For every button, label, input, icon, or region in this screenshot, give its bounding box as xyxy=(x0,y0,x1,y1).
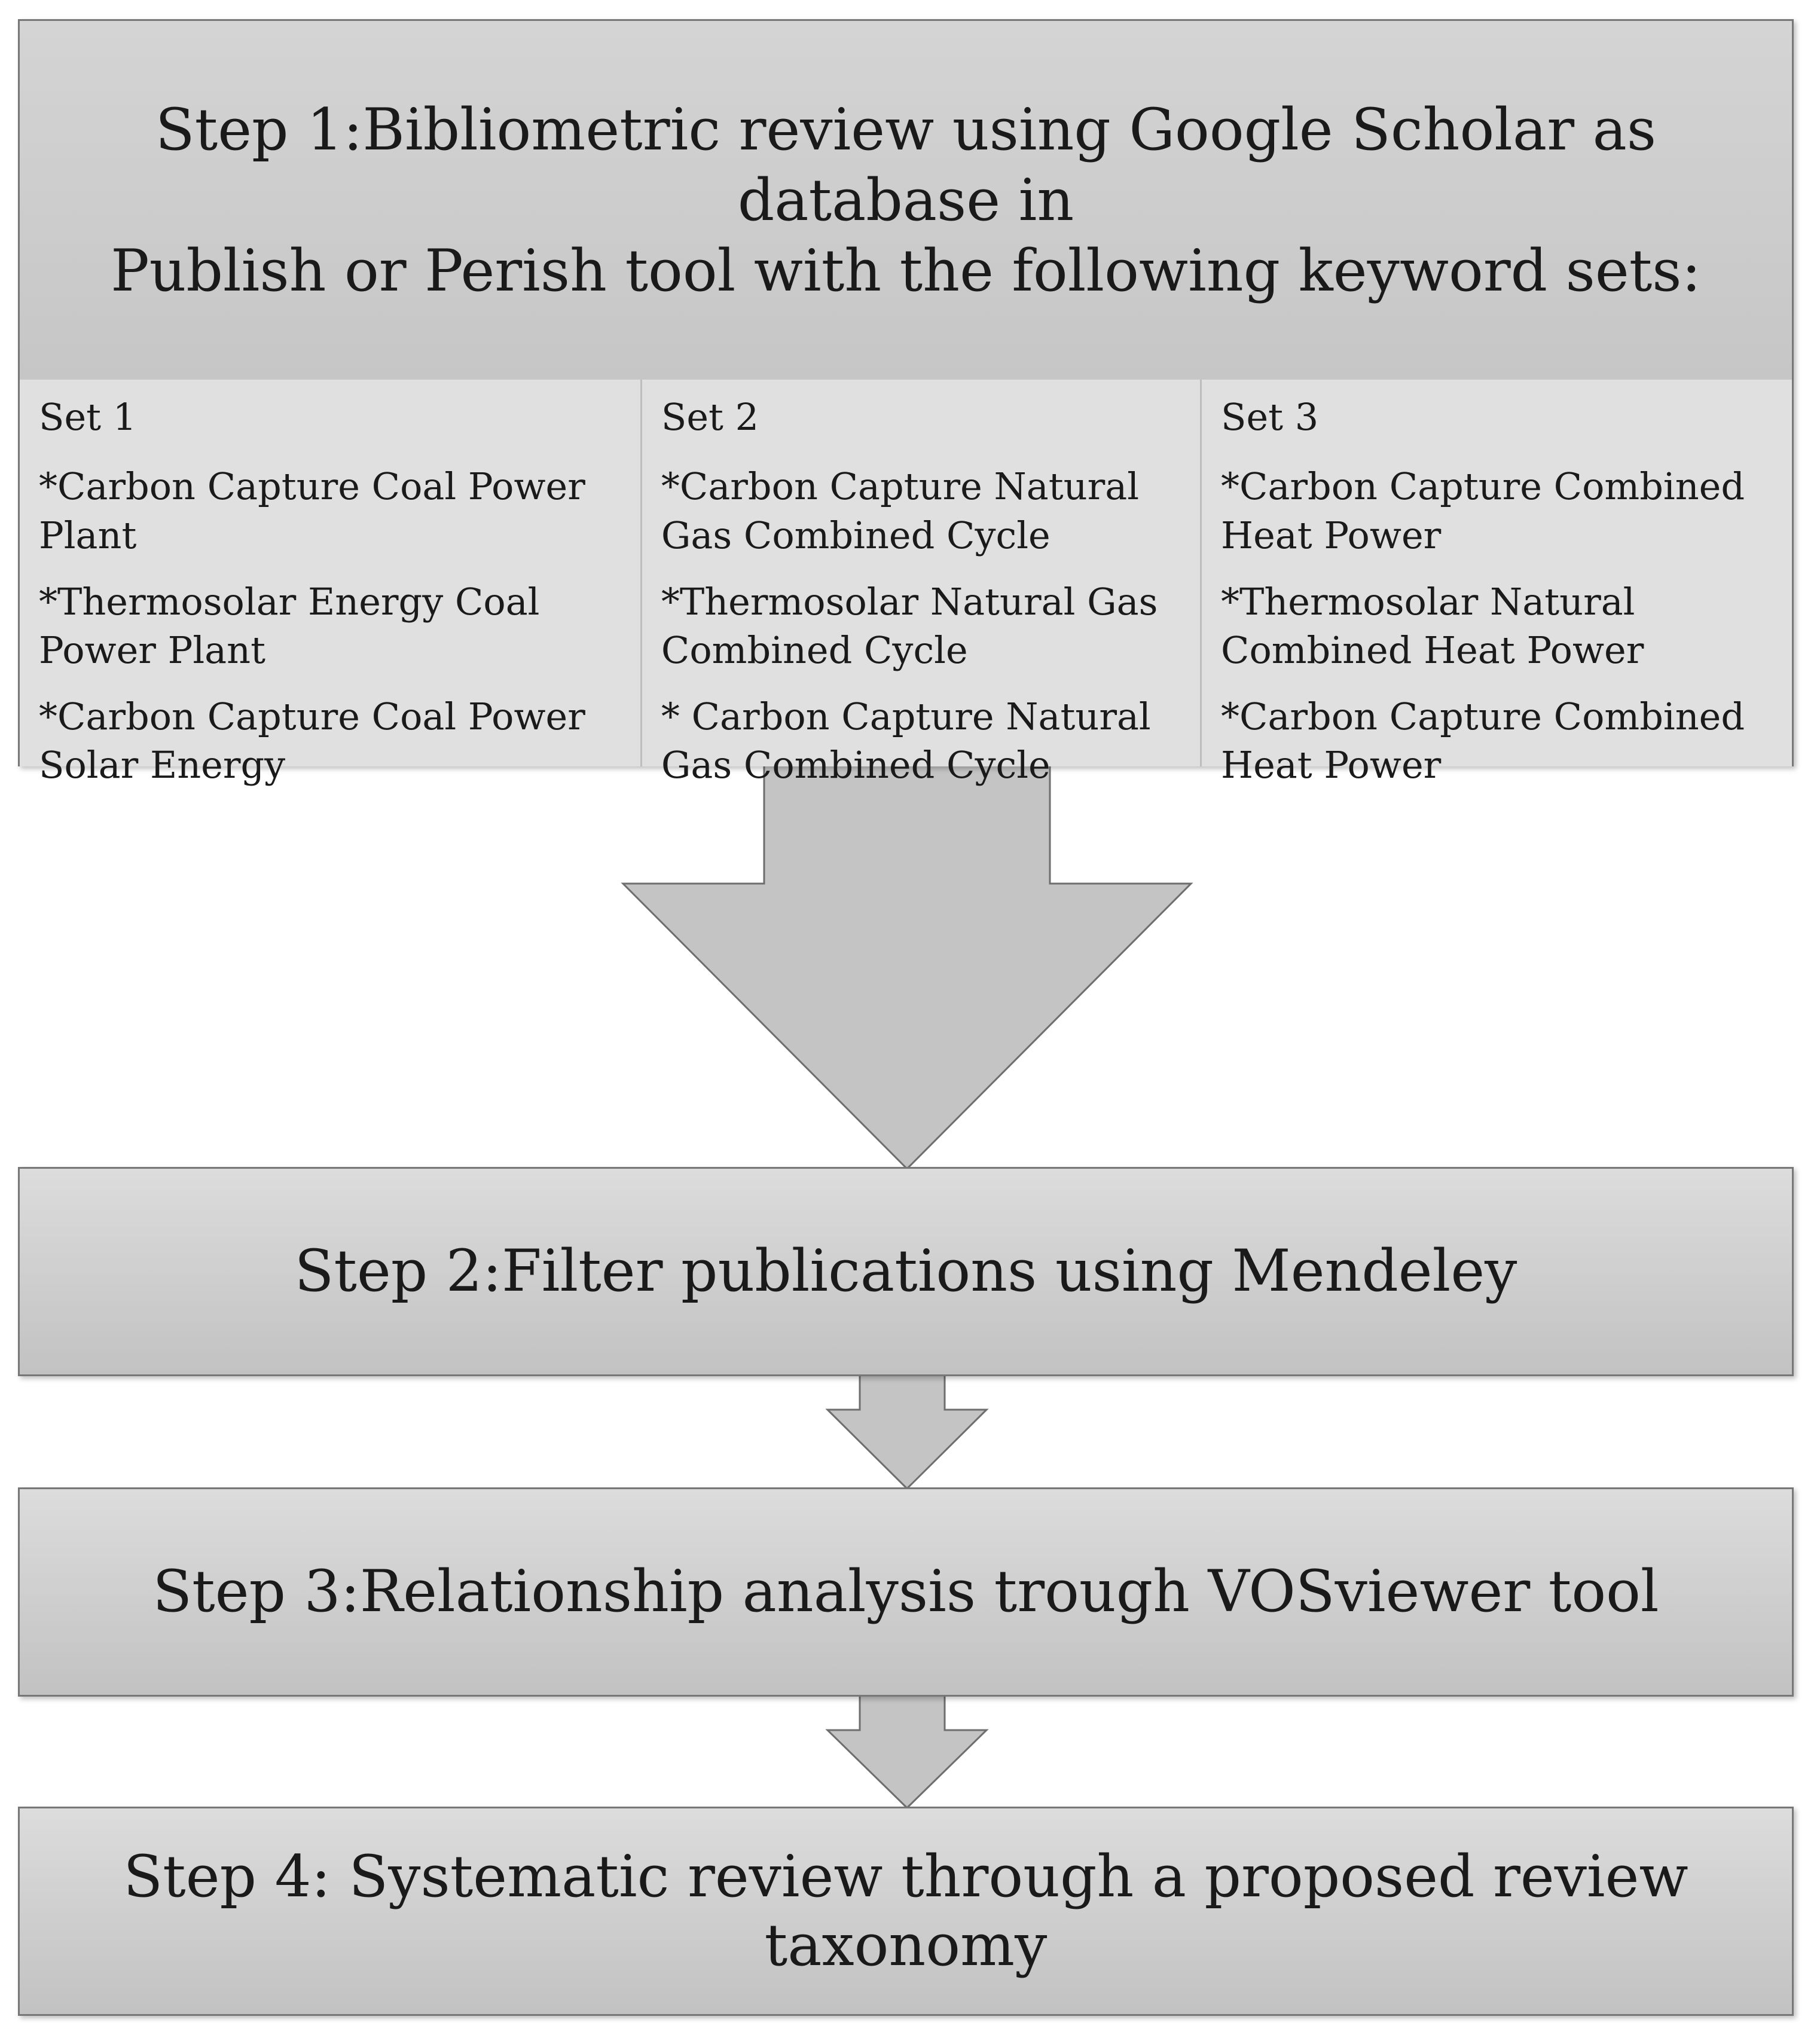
keyword-sets-row xyxy=(20,380,1792,787)
keyword-item: *Thermosolar Natural Gas Combined Cycle xyxy=(661,579,1158,673)
arrow-step2-to-step3 xyxy=(827,1375,987,1489)
arrow-step3-to-step4 xyxy=(827,1695,987,1808)
keyword-item: *Carbon Capture Coal Power Plant xyxy=(39,465,585,557)
step4-label: Step 4: Systematic review through a proposed review taxonomy xyxy=(123,1842,1688,1979)
keyword-item: *Carbon Capture Combined Heat Power xyxy=(1221,465,1745,557)
keyword-item: *Thermosolar Natural Combined Heat Power xyxy=(1221,579,1644,673)
keyword-set-2 xyxy=(640,380,1200,787)
arrow-step1-to-step2 xyxy=(623,765,1191,1169)
set-label: Set 2 xyxy=(661,395,759,439)
step3-box xyxy=(18,1487,1794,1697)
set-label: Set 1 xyxy=(39,395,137,439)
keyword-item: * Carbon Capture Natural Gas Combined Cycle xyxy=(661,695,1151,787)
step3-label: Step 3:Relationship analysis trough VOSviewer tool xyxy=(152,1558,1659,1625)
step2-box xyxy=(18,1167,1794,1376)
step1-box xyxy=(18,19,1794,787)
keyword-set-1 xyxy=(20,380,640,787)
keyword-set-3 xyxy=(1200,380,1792,787)
step1-title-line1: Step 1:Bibliometric review using Google Scholar as database in xyxy=(155,96,1657,234)
step1-title xyxy=(39,94,1773,306)
keyword-item: *Carbon Capture Coal Power Solar Energy xyxy=(39,695,585,787)
keyword-item: *Thermosolar Energy Coal Power Plant xyxy=(39,579,540,673)
step1-header xyxy=(20,21,1792,380)
keyword-item: *Carbon Capture Natural Gas Combined Cycle xyxy=(661,465,1140,557)
step2-label: Step 2:Filter publications using Mendeley xyxy=(294,1238,1517,1305)
keyword-item: *Carbon Capture Combined Heat Power xyxy=(1221,695,1745,787)
step4-box xyxy=(18,1807,1794,2016)
step1-title-line2: Publish or Perish tool with the following keyword sets: xyxy=(111,237,1701,305)
set-label: Set 3 xyxy=(1221,395,1319,439)
